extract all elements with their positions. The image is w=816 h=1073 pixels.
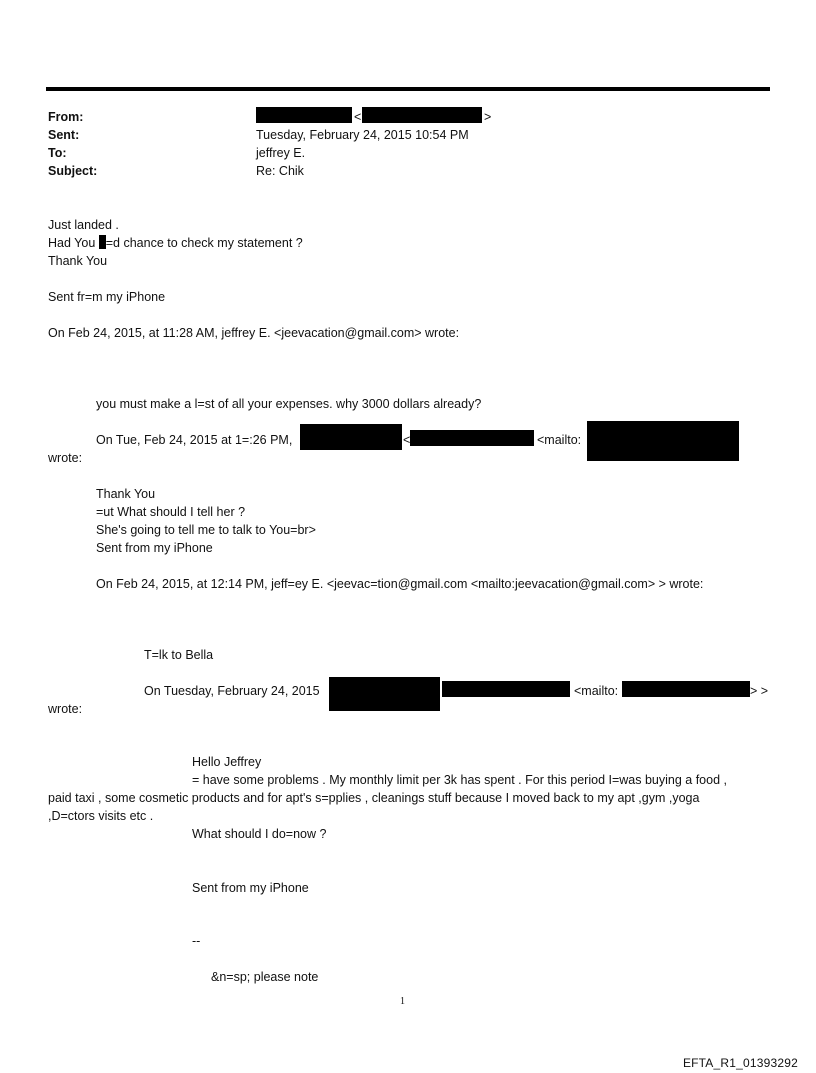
body-line: On Feb 24, 2015, at 11:28 AM, jeffrey E. <jeevacation@gmail.com> wrote: [48, 326, 460, 340]
wrote-text: wrote: [48, 451, 83, 465]
quote-line: On Tue, Feb 24, 2015 at 1=:26 PM, [96, 433, 293, 447]
from-angle-open: < [354, 110, 362, 124]
from-label: From: [48, 110, 84, 124]
quote-line: Hello Jeffrey [192, 755, 262, 769]
body-line [48, 235, 303, 251]
redaction-box [256, 107, 352, 123]
quote-line: =ut What should I tell her ? [96, 505, 246, 519]
quote-line: On Tuesday, February 24, 2015 [144, 684, 320, 698]
redaction-box [300, 424, 402, 450]
redaction-box [410, 430, 534, 446]
subject-value: Re: Chik [256, 164, 304, 178]
quote-line: T=lk to Bella [144, 648, 214, 662]
body-line: Just landed . [48, 218, 119, 232]
to-label: To: [48, 146, 67, 160]
to-value: jeffrey E. [256, 146, 306, 160]
body-line: Thank You [48, 254, 108, 268]
signature-separator: -- [192, 934, 201, 948]
quote-line: What should I do=now ? [192, 827, 327, 841]
redaction-box [329, 677, 440, 711]
body-text: Had You [48, 236, 99, 250]
quote-line: ,D=ctors visits etc . [48, 809, 154, 823]
quote-line: Thank You [96, 487, 156, 501]
quote-angle-open: < [403, 433, 411, 447]
from-angle-close: > [484, 110, 492, 124]
quote-line: paid taxi , some cosmetic products and for apt's s=pplies , cleanings stuff because I moved back to my apt ,gym ,yoga [48, 791, 700, 805]
redaction-box [362, 107, 482, 123]
quote-mailto: <mailto: [574, 684, 619, 698]
redaction-box [442, 681, 570, 697]
quote-line: On Feb 24, 2015, at 12:14 PM, jeff=ey E. <jeevac=tion@gmail.com <mailto:jeevacation@gmail.com> > wrote: [96, 577, 704, 591]
quote-line: &n=sp; please note [211, 970, 319, 984]
redaction-box [99, 235, 106, 249]
wrote-text: wrote: [48, 702, 83, 716]
quote-line: you must make a l=st of all your expenses. why 3000 dollars already? [96, 397, 482, 411]
subject-label: Subject: [48, 164, 98, 178]
body-line: Sent fr=m my iPhone [48, 290, 166, 304]
quote-line: Sent from my iPhone [192, 881, 309, 895]
document-id: EFTA_R1_01393292 [682, 1056, 798, 1070]
body-text: =d chance to check my statement ? [105, 236, 303, 250]
quote-line: Sent from my iPhone [96, 541, 213, 555]
redaction-box [622, 681, 750, 697]
page-number: 1 [400, 996, 405, 1007]
redaction-box [587, 421, 739, 461]
header-rule [46, 87, 770, 91]
sent-label: Sent: [48, 128, 80, 142]
sent-value: Tuesday, February 24, 2015 10:54 PM [256, 128, 469, 142]
quote-line: = have some problems . My monthly limit per 3k has spent . For this period I=was buying a food , [192, 773, 727, 787]
quote-mailto: <mailto: [537, 433, 582, 447]
quote-angle-close: > > [750, 684, 769, 698]
quote-line: She's going to tell me to talk to You=br> [96, 523, 316, 537]
